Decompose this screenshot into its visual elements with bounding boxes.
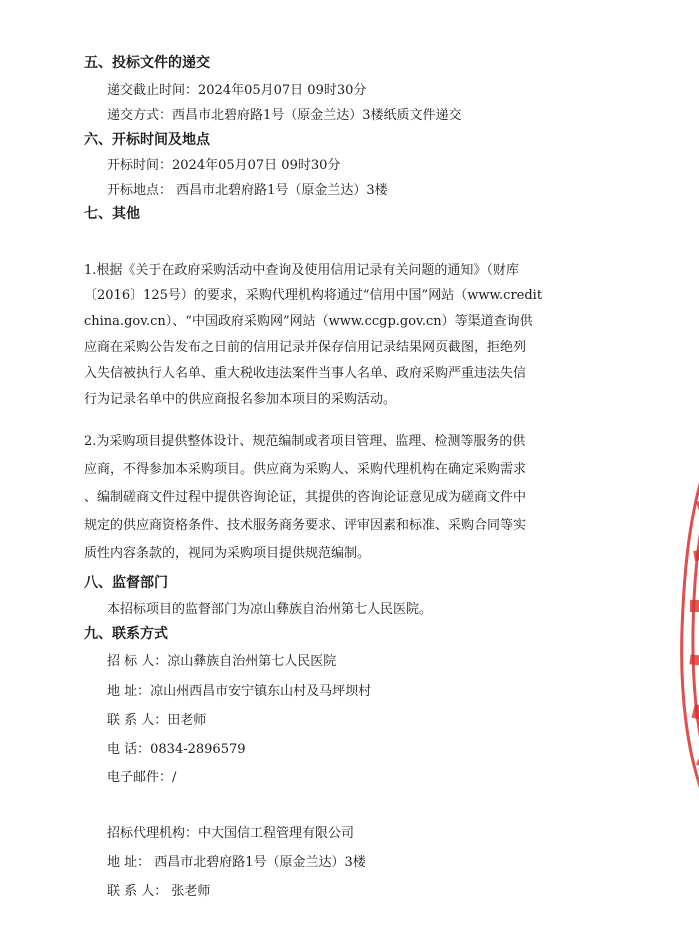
- buyer-phone: 电 话：0834-2896579: [107, 742, 246, 757]
- paragraph-1-line: 1.根据《关于在政府采购活动中查询及使用信用记录有关问题的通知》（财库: [84, 263, 519, 278]
- paragraph-2-line: 规定的供应商资格条件、技术服务商务要求、评审因素和标准、采购合同等实: [84, 518, 527, 533]
- buyer-address: 地 址：凉山州西昌市安宁镇东山村及马坪坝村: [107, 684, 372, 699]
- paragraph-2-line: 、编制磋商文件过程中提供咨询论证，其提供的咨询论证意见成为磋商文件中: [84, 490, 527, 505]
- seal-stamp-icon: [660, 440, 699, 820]
- supervision-text: 本招标项目的监督部门为凉山彝族自治州第七人民医院。: [107, 602, 433, 617]
- section-6-heading: 六、开标时间及地点: [84, 132, 210, 148]
- agent-address: 地 址： 西昌市北碧府路1号（原金兰达）3楼: [107, 855, 366, 870]
- section-8-heading: 八、监督部门: [84, 575, 168, 591]
- agent-name: 招标代理机构：中大国信工程管理有限公司: [107, 826, 355, 841]
- section-5-heading: 五、投标文件的递交: [84, 55, 210, 71]
- submission-deadline: 递交截止时间：2024年05月07日 09时30分: [107, 83, 367, 98]
- paragraph-1-line: 应商在采购公告发布之日前的信用记录并保存信用记录结果网页截图，拒绝列: [84, 340, 527, 355]
- opening-time: 开标时间：2024年05月07日 09时30分: [107, 158, 341, 173]
- paragraph-2-line: 质性内容条款的，视同为采购项目提供规范编制。: [84, 546, 371, 561]
- paragraph-2-line: 2.为采购项目提供整体设计、规范编制或者项目管理、监理、检测等服务的供: [84, 434, 526, 449]
- buyer-email: 电子邮件：/: [107, 770, 177, 785]
- paragraph-2-line: 应商，不得参加本采购项目。供应商为采购人、采购代理机构在确定采购需求: [84, 462, 527, 477]
- section-7-heading: 七、其他: [84, 206, 140, 222]
- buyer-contact: 联 系 人：田老师: [107, 713, 207, 728]
- paragraph-1-line: china.gov.cn）、“中国政府采购网”网站（www.ccgp.gov.cn）等渠道查询供: [84, 314, 533, 329]
- submission-method: 递交方式：西昌市北碧府路1号（原金兰达）3楼纸质文件递交: [107, 108, 462, 123]
- section-9-heading: 九、联系方式: [84, 626, 168, 642]
- buyer-name: 招 标 人：凉山彝族自治州第七人民医院: [107, 654, 337, 669]
- paragraph-1-line: 行为记录名单中的供应商报名参加本项目的采购活动。: [84, 392, 397, 407]
- opening-place: 开标地点： 西昌市北碧府路1号（原金兰达）3楼: [107, 183, 388, 198]
- paragraph-1-line: 〔2016〕125号）的要求，采购代理机构将通过“信用中国”网站（www.credit: [84, 288, 543, 303]
- paragraph-1-line: 入失信被执行人名单、重大税收违法案件当事人名单、政府采购严重违法失信: [84, 366, 527, 381]
- agent-contact: 联 系 人： 张老师: [107, 884, 211, 899]
